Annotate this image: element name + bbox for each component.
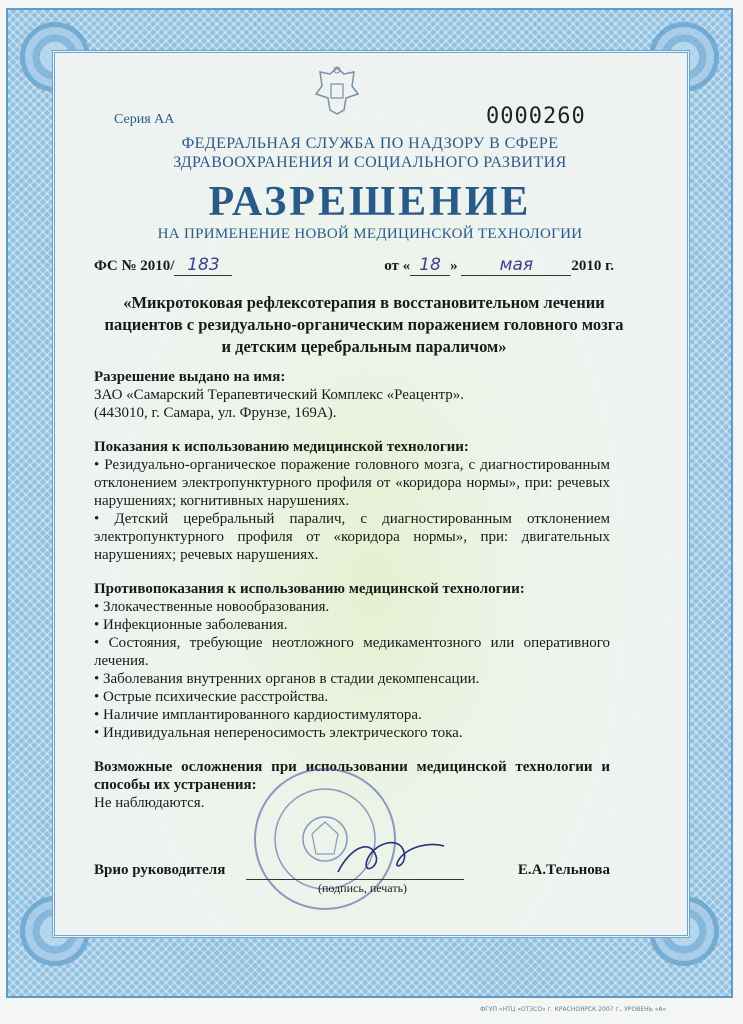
page-subtitle: НА ПРИМЕНЕНИЕ НОВОЙ МЕДИЦИНСКОЙ ТЕХНОЛОГИИ bbox=[157, 226, 583, 242]
printer-footer: ФГУП «НТЦ «ОТЗСО» г. КРАСНОЯРСК 2007 г., УРОВЕНЬ «А» bbox=[480, 1006, 667, 1013]
contraindication-item: • Злокачественные новообразования. bbox=[94, 599, 330, 615]
coat-of-arms-icon bbox=[314, 64, 360, 116]
indications-heading: Показания к использованию медицинской технологии: bbox=[94, 439, 469, 455]
contraindication-item: • Состояния, требующие неотложного медикаментозного или оперативного лечения. bbox=[94, 635, 610, 669]
technology-title: «Микротоковая рефлексотерапия в восстановительном лечении пациентов с резидуально-органическим поражением головного мозга и детским церебральным параличом» bbox=[104, 293, 624, 356]
issued-to-line: (443010, г. Самара, ул. Фрунзе, 169А). bbox=[94, 405, 337, 421]
contraindications-heading: Противопоказания к использованию медицинской технологии: bbox=[94, 581, 525, 597]
signature-hint: (подпись, печать) bbox=[318, 881, 408, 895]
registration-prefix: ФС № 2010/ bbox=[94, 258, 175, 274]
contraindication-item: • Острые психические расстройства. bbox=[94, 689, 329, 705]
signer-role: Врио руководителя bbox=[94, 862, 226, 878]
date-year: 2010 г. bbox=[571, 258, 614, 274]
registration-number: 183 bbox=[174, 255, 232, 276]
document-body bbox=[94, 368, 610, 812]
issued-to-line: ЗАО «Самарский Терапевтический Комплекс «Реацентр». bbox=[94, 387, 464, 403]
complications-text: Не наблюдаются. bbox=[94, 795, 205, 811]
signature-line bbox=[246, 879, 464, 880]
date-prefix: от bbox=[384, 258, 399, 274]
contraindication-item: • Индивидуальная непереносимость электрического тока. bbox=[94, 725, 463, 741]
date-month: мая bbox=[461, 255, 571, 276]
signer-name: Е.А.Тельнова bbox=[517, 862, 610, 878]
registration-date: от « 18 » мая 2010 г. bbox=[384, 255, 614, 275]
document-number: 0000260 bbox=[486, 104, 586, 129]
contraindication-item: • Инфекционные заболевания. bbox=[94, 617, 288, 633]
signature-row bbox=[94, 862, 610, 879]
indication-item: • Детский церебральный паралич, с диагностированным отклонением электропунктурного профиля от «коридора нормы», при: двигательных нарушениях; речевых нарушениях. bbox=[94, 511, 610, 563]
page-title: РАЗРЕШЕНИЕ bbox=[208, 179, 532, 225]
contraindication-item: • Наличие имплантированного кардиостимулятора. bbox=[94, 707, 422, 723]
agency-line: ФЕДЕРАЛЬНАЯ СЛУЖБА ПО НАДЗОРУ В СФЕРЕ bbox=[181, 135, 559, 152]
indication-item: • Резидуально-органическое поражение головного мозга, с диагностированным отклонением электропунктурного профиля от «коридора нормы», при: речевых нарушениях; когнитивных нарушениях. bbox=[94, 457, 610, 509]
complications-heading: Возможные осложнения при использовании медицинской технологии и способы их устранения: bbox=[94, 759, 610, 793]
contraindication-item: • Заболевания внутренних органов в стадии декомпенсации. bbox=[94, 671, 480, 687]
issued-to-heading: Разрешение выдано на имя: bbox=[94, 369, 286, 385]
series-label: Серия АА bbox=[114, 112, 175, 127]
date-day: 18 bbox=[410, 255, 450, 276]
agency-line: ЗДРАВООХРАНЕНИЯ И СОЦИАЛЬНОГО РАЗВИТИЯ bbox=[173, 154, 567, 171]
agency-name bbox=[100, 134, 640, 172]
registration-line bbox=[94, 255, 614, 276]
